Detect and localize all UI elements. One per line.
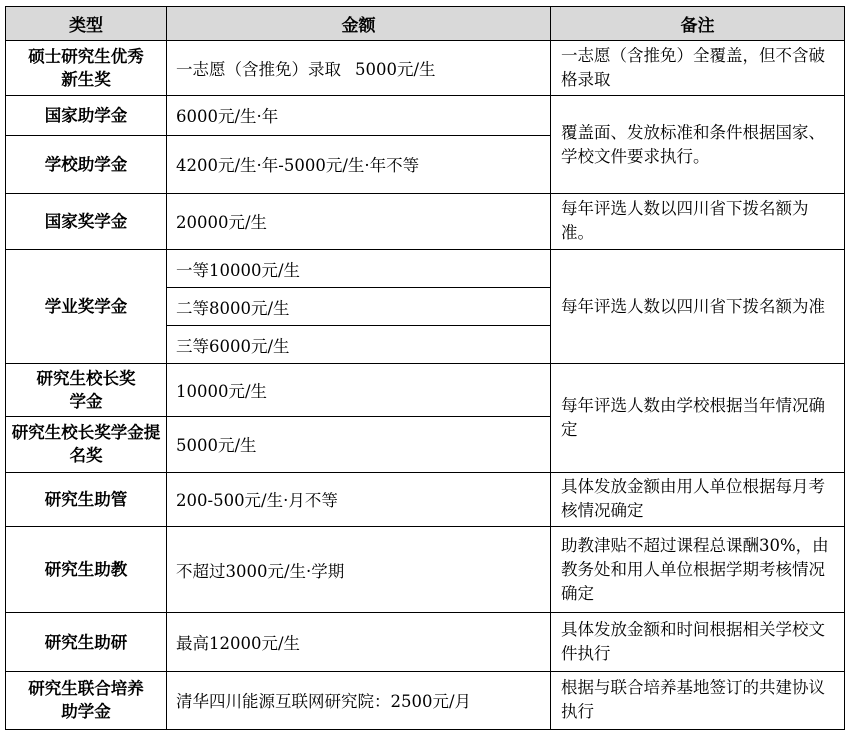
type-cell: 研究生联合培养助学金 — [6, 671, 167, 729]
note-cell: 每年评选人数以四川省下拨名额为准 — [551, 249, 845, 363]
table-row — [6, 613, 845, 671]
amount-cell: 20000元/生 — [167, 193, 551, 249]
note-cell: 具体发放金额由用人单位根据每月考核情况确定 — [551, 472, 845, 526]
amount-cell: 最高12000元/生 — [167, 613, 551, 671]
type-cell: 学业奖学金 — [6, 249, 167, 363]
amount-value: 5000元/生 — [355, 60, 436, 80]
header-type: 类型 — [6, 7, 167, 41]
header-row — [6, 7, 845, 41]
type-cell: 研究生助研 — [6, 613, 167, 671]
amount-cell: 6000元/生·年 — [167, 96, 551, 135]
note-cell: 根据与联合培养基地签订的共建协议执行 — [551, 671, 845, 729]
note-cell: 每年评选人数以四川省下拨名额为准。 — [551, 193, 845, 249]
table-row — [6, 249, 845, 287]
amount-cell: 二等8000元/生 — [167, 288, 551, 326]
amount-cell — [167, 41, 551, 96]
note-cell: 具体发放金额和时间根据相关学校文件执行 — [551, 613, 845, 671]
note-cell: 助教津贴不超过课程总课酬30%，由教务处和用人单位根据学期考核情况确定 — [551, 527, 845, 613]
type-cell: 研究生校长奖学金 — [6, 364, 167, 416]
type-cell: 研究生校长奖学金提名奖 — [6, 416, 167, 472]
type-cell: 硕士研究生优秀新生奖 — [6, 41, 167, 96]
note-cell: 每年评选人数由学校根据当年情况确定 — [551, 364, 845, 472]
note-cell: 覆盖面、发放标准和条件根据国家、学校文件要求执行。 — [551, 96, 845, 193]
table-row — [6, 41, 845, 96]
type-cell: 学校助学金 — [6, 135, 167, 193]
table-row — [6, 671, 845, 729]
amount-condition: 一志愿（含推免）录取 — [176, 60, 341, 80]
type-cell: 国家奖学金 — [6, 193, 167, 249]
type-cell: 研究生助教 — [6, 527, 167, 613]
table-row — [6, 472, 845, 526]
note-cell: 一志愿（含推免）全覆盖，但不含破格录取 — [551, 41, 845, 96]
table-row — [6, 527, 845, 613]
amount-cell: 4200元/生·年-5000元/生·年不等 — [167, 135, 551, 193]
table-row — [6, 96, 845, 135]
amount-cell: 不超过3000元/生·学期 — [167, 527, 551, 613]
table-row — [6, 193, 845, 249]
amount-cell: 10000元/生 — [167, 364, 551, 416]
amount-cell: 200-500元/生·月不等 — [167, 472, 551, 526]
type-cell: 国家助学金 — [6, 96, 167, 135]
amount-cell: 三等6000元/生 — [167, 326, 551, 364]
type-cell: 研究生助管 — [6, 472, 167, 526]
header-note: 备注 — [551, 7, 845, 41]
table-row — [6, 364, 845, 416]
amount-cell: 清华四川能源互联网研究院：2500元/月 — [167, 671, 551, 729]
scholarship-table — [5, 6, 845, 730]
amount-cell: 5000元/生 — [167, 416, 551, 472]
amount-cell: 一等10000元/生 — [167, 249, 551, 287]
header-amount: 金额 — [167, 7, 551, 41]
